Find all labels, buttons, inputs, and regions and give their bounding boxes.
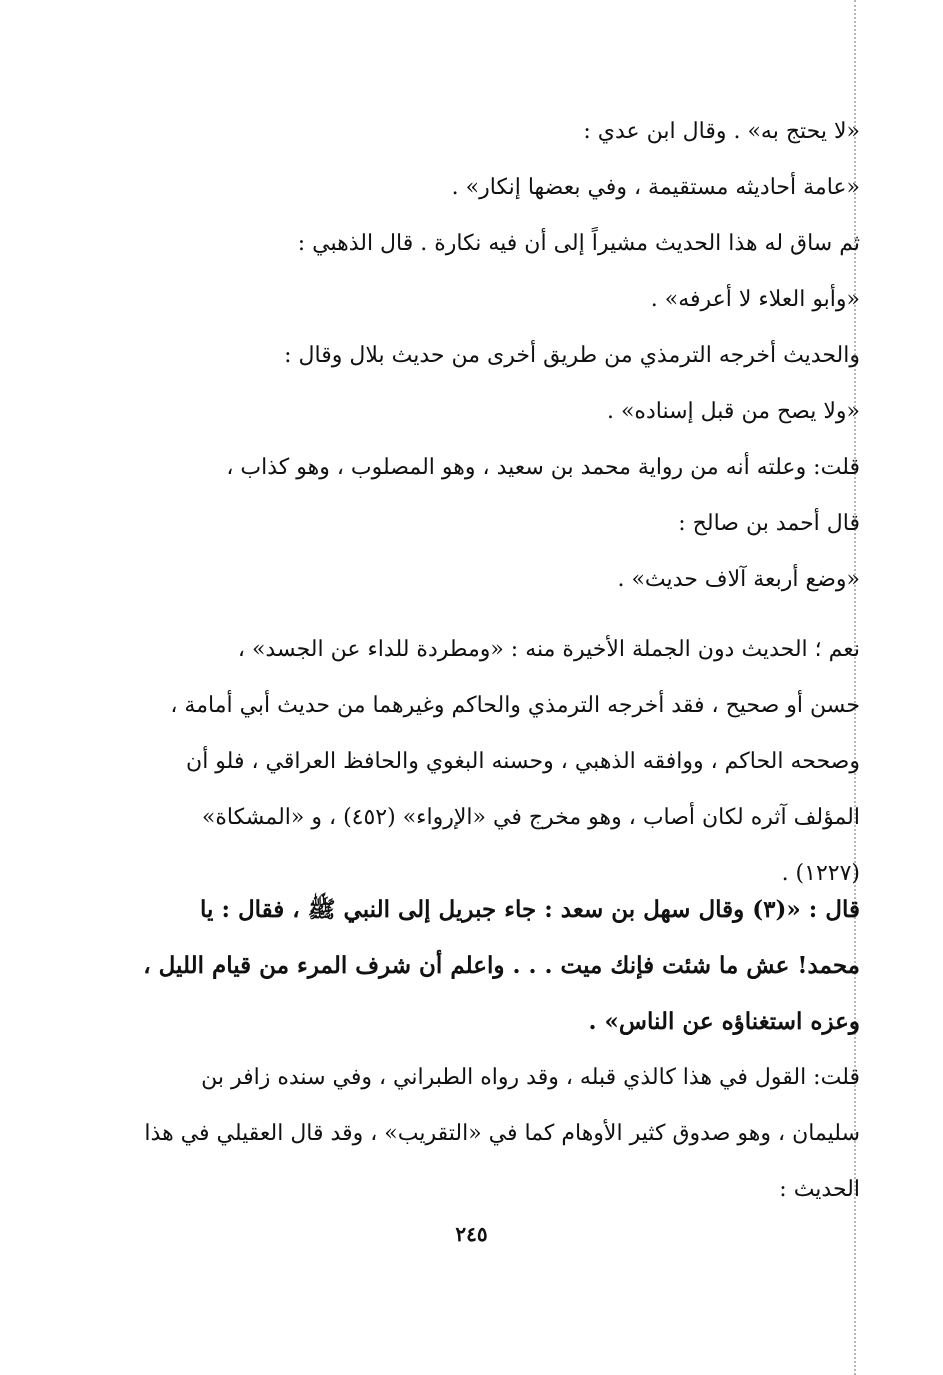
text-line: قال أحمد بن صالح : (678, 511, 860, 536)
quotes-section (120, 104, 860, 608)
text-line: «وأبو العلاء لا أعرفه» . (650, 287, 860, 312)
text-line: «عامة أحاديثه مستقيمة ، وفي بعضها إنكار» . (451, 175, 860, 200)
text-line: المؤلف آثره لكان أصاب ، وهو مخرج في «الإرواء» (٤٥٢) ، و «المشكاة» (201, 805, 860, 830)
text-line: وعزه استغناؤه عن الناس» . (588, 1008, 860, 1035)
text-line: قلت: وعلته أنه من رواية محمد بن سعيد ، وهو المصلوب ، وهو كذاب ، (226, 455, 860, 480)
page-number: ٢٤٥ (455, 1222, 488, 1246)
paragraph-qal-bold (120, 882, 860, 1050)
text-line: «لا يحتج به» . وقال ابن عدي : (583, 119, 860, 144)
text-line: سليمان ، وهو صدوق كثير الأوهام كما في «التقريب» ، وقد قال العقيلي في هذا (144, 1121, 860, 1146)
text-line: (١٢٢٧) . (781, 861, 860, 886)
text-line: «وضع أربعة آلاف حديث» . (617, 567, 860, 592)
text-line: قلت: القول في هذا كالذي قبله ، وقد رواه الطبراني ، وفي سنده زافر بن (201, 1065, 860, 1090)
paragraph-qult (120, 1050, 860, 1218)
text-line: قال : «(٣) وقال سهل بن سعد : جاء جبريل إلى النبي ﷺ ، فقال : يا (200, 896, 860, 923)
text-line: الحديث : (779, 1177, 860, 1202)
text-line: وصححه الحاكم ، ووافقه الذهبي ، وحسنه البغوي والحافظ العراقي ، فلو أن (186, 749, 860, 774)
text-line: نعم ؛ الحديث دون الجملة الأخيرة منه : «ومطردة للداء عن الجسد» ، (237, 637, 860, 662)
paragraph-naam (120, 622, 860, 902)
text-line: والحديث أخرجه الترمذي من طريق أخرى من حديث بلال وقال : (284, 343, 860, 368)
text-line: حسن أو صحيح ، فقد أخرجه الترمذي والحاكم وغيرهما من حديث أبي أمامة ، (170, 693, 860, 718)
text-line: «ولا يصح من قبل إسناده» . (606, 399, 860, 424)
text-line: ثم ساق له هذا الحديث مشيراً إلى أن فيه نكارة . قال الذهبي : (297, 231, 860, 256)
text-line: محمد! عش ما شئت فإنك ميت . . . واعلم أن شرف المرء من قيام الليل ، (143, 952, 860, 979)
